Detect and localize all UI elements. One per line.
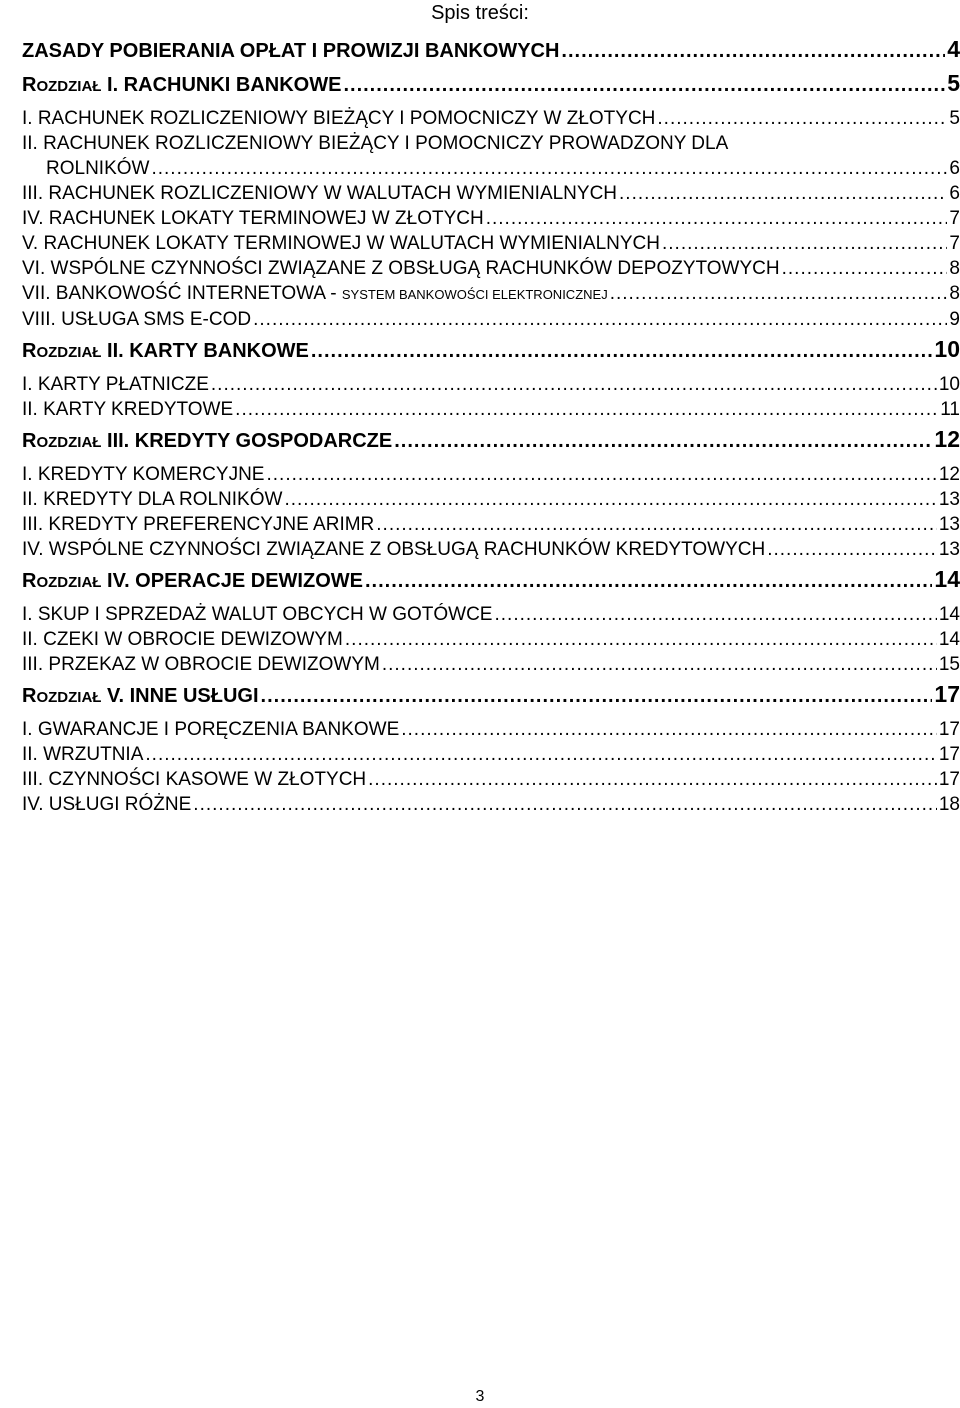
dot-leader bbox=[266, 462, 936, 487]
toc-chapter-entry[interactable] bbox=[22, 70, 960, 100]
dot-leader bbox=[657, 106, 947, 131]
toc-page-number: 7 bbox=[949, 208, 960, 229]
toc-section-entry[interactable] bbox=[22, 627, 960, 652]
chapter-title: II. KARTY BANKOWE bbox=[101, 340, 309, 362]
toc-page-number: 7 bbox=[949, 233, 960, 254]
toc-section-entry[interactable] bbox=[22, 602, 960, 627]
toc-entry-text bbox=[22, 338, 309, 366]
toc-page-number: 6 bbox=[949, 158, 960, 179]
dot-leader bbox=[662, 231, 947, 256]
dot-leader bbox=[145, 742, 936, 767]
toc-page-number: 8 bbox=[949, 258, 960, 279]
toc-section-entry[interactable] bbox=[22, 231, 960, 256]
toc-section-entry[interactable] bbox=[22, 397, 960, 422]
toc-entry-text bbox=[22, 106, 655, 131]
toc-entry-text bbox=[22, 206, 484, 231]
toc-section-entry[interactable] bbox=[22, 462, 960, 487]
section-subtitle: SYSTEM BANKOWOŚCI ELEKTRONICZNEJ bbox=[341, 287, 608, 302]
toc-page-number: 17 bbox=[938, 769, 960, 790]
section-title: II. KARTY KREDYTOWE bbox=[22, 399, 234, 420]
toc-section-entry[interactable] bbox=[22, 372, 960, 397]
toc-section-entry[interactable] bbox=[22, 181, 960, 206]
toc-entry-text bbox=[22, 652, 380, 677]
toc-entry-text bbox=[22, 602, 492, 627]
toc-page-number: 5 bbox=[949, 108, 960, 129]
section-title: III. KREDYTY PREFERENCYJNE ARIMR bbox=[22, 514, 375, 535]
toc-page-number: 8 bbox=[949, 283, 960, 304]
toc-chapter-entry[interactable] bbox=[22, 36, 960, 64]
dot-leader bbox=[365, 568, 932, 594]
dot-leader bbox=[193, 792, 937, 817]
toc-chapter-entry[interactable] bbox=[22, 336, 960, 366]
dot-leader bbox=[253, 307, 947, 332]
toc-entry-text bbox=[22, 568, 363, 596]
section-title: I. RACHUNEK ROZLICZENIOWY BIEŻĄCY I POMOCNICZY W ZŁOTYCH bbox=[22, 108, 656, 129]
toc-entry-text bbox=[22, 38, 559, 64]
toc-page-number: 13 bbox=[938, 489, 960, 510]
toc-page-number: 15 bbox=[938, 654, 960, 675]
section-title: IV. USŁUGI RÓŻNE bbox=[22, 794, 192, 815]
section-title: III. PRZEKAZ W OBROCIE DEWIZOWYM bbox=[22, 654, 380, 675]
table-of-contents bbox=[22, 36, 960, 817]
toc-page-number: 9 bbox=[949, 309, 960, 330]
chapter-word: OZDZIAŁ bbox=[36, 78, 102, 95]
toc-page-number: 12 bbox=[938, 464, 960, 485]
toc-section-entry[interactable] bbox=[22, 717, 960, 742]
toc-page-number: 14 bbox=[938, 629, 960, 650]
toc-section-entry[interactable] bbox=[22, 487, 960, 512]
toc-section-entry[interactable] bbox=[22, 512, 960, 537]
section-title: III. CZYNNOŚCI KASOWE W ZŁOTYCH bbox=[22, 769, 367, 790]
section-title: I. GWARANCJE I PORĘCZENIA BANKOWE bbox=[22, 719, 400, 740]
section-title: VII. BANKOWOŚĆ INTERNETOWA - bbox=[22, 283, 342, 304]
toc-entry-text bbox=[22, 792, 191, 817]
section-title: I. KARTY PŁATNICZE bbox=[22, 374, 209, 395]
toc-section-entry[interactable] bbox=[22, 792, 960, 817]
toc-section-entry[interactable] bbox=[22, 767, 960, 792]
dot-leader bbox=[382, 652, 937, 677]
toc-entry-text bbox=[22, 742, 143, 767]
section-title: ZASADY POBIERANIA OPŁAT I PROWIZJI BANKOWYCH bbox=[22, 40, 560, 62]
dot-leader bbox=[767, 537, 937, 562]
section-title: II. CZEKI W OBROCIE DEWIZOWYM bbox=[22, 629, 343, 650]
toc-page-number: 6 bbox=[949, 183, 960, 204]
toc-page-number: 17 bbox=[938, 719, 960, 740]
chapter-word: OZDZIAŁ bbox=[36, 344, 102, 361]
chapter-title: I. RACHUNKI BANKOWE bbox=[101, 74, 342, 96]
toc-entry-text bbox=[22, 231, 660, 256]
section-title: IV. WSPÓLNE CZYNNOŚCI ZWIĄZANE Z OBSŁUGĄ RACHUNKÓW KREDYTOWYCH bbox=[22, 539, 766, 560]
toc-entry-text bbox=[22, 512, 374, 537]
chapter-initial: R bbox=[22, 570, 37, 592]
toc-chapter-entry[interactable] bbox=[22, 566, 960, 596]
toc-page-number: 14 bbox=[934, 566, 960, 592]
toc-entry-text bbox=[22, 72, 341, 100]
dot-leader bbox=[345, 627, 937, 652]
dot-leader bbox=[368, 767, 937, 792]
toc-section-entry[interactable] bbox=[22, 281, 960, 307]
toc-page-number: 18 bbox=[938, 794, 960, 815]
dot-leader bbox=[394, 428, 932, 454]
toc-entry-text bbox=[22, 281, 608, 307]
dot-leader bbox=[343, 72, 945, 98]
section-title: IV. RACHUNEK LOKATY TERMINOWEJ W ZŁOTYCH bbox=[22, 208, 484, 229]
toc-entry-text bbox=[22, 683, 259, 711]
toc-title: Spis treści: bbox=[431, 2, 529, 24]
toc-page-number: 4 bbox=[947, 36, 960, 62]
dot-leader bbox=[284, 487, 936, 512]
toc-section-entry[interactable] bbox=[22, 106, 960, 131]
toc-section-entry[interactable] bbox=[22, 206, 960, 231]
toc-entry-text bbox=[22, 627, 343, 652]
toc-page-number: 12 bbox=[934, 426, 960, 452]
toc-entry-text bbox=[22, 428, 392, 456]
toc-section-entry[interactable] bbox=[22, 652, 960, 677]
dot-leader bbox=[401, 717, 937, 742]
chapter-initial: R bbox=[22, 74, 37, 96]
section-title: II. WRZUTNIA bbox=[22, 744, 144, 765]
chapter-word: OZDZIAŁ bbox=[36, 574, 102, 591]
chapter-word: OZDZIAŁ bbox=[36, 689, 102, 706]
section-title: I. SKUP I SPRZEDAŻ WALUT OBCYCH W GOTÓWCE bbox=[22, 604, 493, 625]
toc-section-entry[interactable] bbox=[22, 537, 960, 562]
chapter-word: OZDZIAŁ bbox=[36, 434, 102, 451]
toc-page-number: 13 bbox=[938, 514, 960, 535]
page-number: 3 bbox=[475, 1388, 485, 1405]
chapter-title: V. INNE USŁUGI bbox=[101, 685, 259, 707]
section-title: VIII. USŁUGA SMS E-COD bbox=[22, 309, 252, 330]
toc-entry-text: ROLNIKÓW bbox=[46, 158, 150, 179]
toc-chapter-entry[interactable] bbox=[22, 681, 960, 711]
toc-page-number: 10 bbox=[934, 336, 960, 362]
toc-page-number: 17 bbox=[934, 681, 960, 707]
section-title: III. RACHUNEK ROZLICZENIOWY W WALUTACH WYMIENIALNYCH bbox=[22, 183, 618, 204]
chapter-initial: R bbox=[22, 685, 37, 707]
toc-page-number: 5 bbox=[947, 70, 960, 96]
dot-leader bbox=[211, 372, 937, 397]
toc-entry-text bbox=[22, 256, 780, 281]
toc-entry-text bbox=[22, 372, 209, 397]
toc-entry-text bbox=[22, 397, 233, 422]
chapter-initial: R bbox=[22, 430, 37, 452]
toc-entry-text bbox=[22, 462, 264, 487]
toc-page-number: 10 bbox=[938, 374, 960, 395]
dot-leader bbox=[376, 512, 937, 537]
toc-page-number: 13 bbox=[938, 539, 960, 560]
dot-leader bbox=[782, 256, 948, 281]
toc-page-number: 14 bbox=[938, 604, 960, 625]
toc-entry-text bbox=[22, 537, 765, 562]
dot-leader bbox=[610, 281, 948, 306]
chapter-initial: R bbox=[22, 340, 37, 362]
toc-section-entry[interactable] bbox=[22, 742, 960, 767]
section-title: V. RACHUNEK LOKATY TERMINOWEJ W WALUTACH WYMIENIALNYCH bbox=[22, 233, 660, 254]
section-title: VI. WSPÓLNE CZYNNOŚCI ZWIĄZANE Z OBSŁUGĄ RACHUNKÓW DEPOZYTOWYCH bbox=[22, 258, 780, 279]
chapter-title: IV. OPERACJE DEWIZOWE bbox=[101, 570, 363, 592]
dot-leader bbox=[494, 602, 936, 627]
dot-leader bbox=[151, 156, 947, 181]
toc-section-entry[interactable] bbox=[22, 156, 960, 181]
dot-leader bbox=[261, 683, 933, 709]
toc-entry-text bbox=[22, 767, 366, 792]
toc-chapter-entry[interactable] bbox=[22, 426, 960, 456]
toc-page-number: 11 bbox=[940, 399, 960, 420]
section-title: I. KREDYTY KOMERCYJNE bbox=[22, 464, 265, 485]
dot-leader bbox=[311, 338, 933, 364]
toc-entry-text: II. RACHUNEK ROZLICZENIOWY BIEŻĄCY I POMOCNICZY PROWADZONY DLA bbox=[22, 133, 729, 154]
dot-leader bbox=[486, 206, 948, 231]
chapter-title: III. KREDYTY GOSPODARCZE bbox=[101, 430, 393, 452]
toc-entry-text bbox=[22, 181, 617, 206]
toc-section-entry[interactable] bbox=[22, 307, 960, 332]
toc-page-number: 17 bbox=[938, 744, 960, 765]
dot-leader bbox=[561, 38, 945, 64]
dot-leader bbox=[619, 181, 947, 206]
dot-leader bbox=[235, 397, 938, 422]
section-title: II. KREDYTY DLA ROLNIKÓW bbox=[22, 489, 283, 510]
toc-entry-text bbox=[22, 717, 399, 742]
toc-section-entry[interactable] bbox=[22, 256, 960, 281]
toc-entry-line[interactable] bbox=[22, 131, 960, 156]
toc-entry-text bbox=[22, 487, 282, 512]
toc-entry-text bbox=[22, 307, 251, 332]
